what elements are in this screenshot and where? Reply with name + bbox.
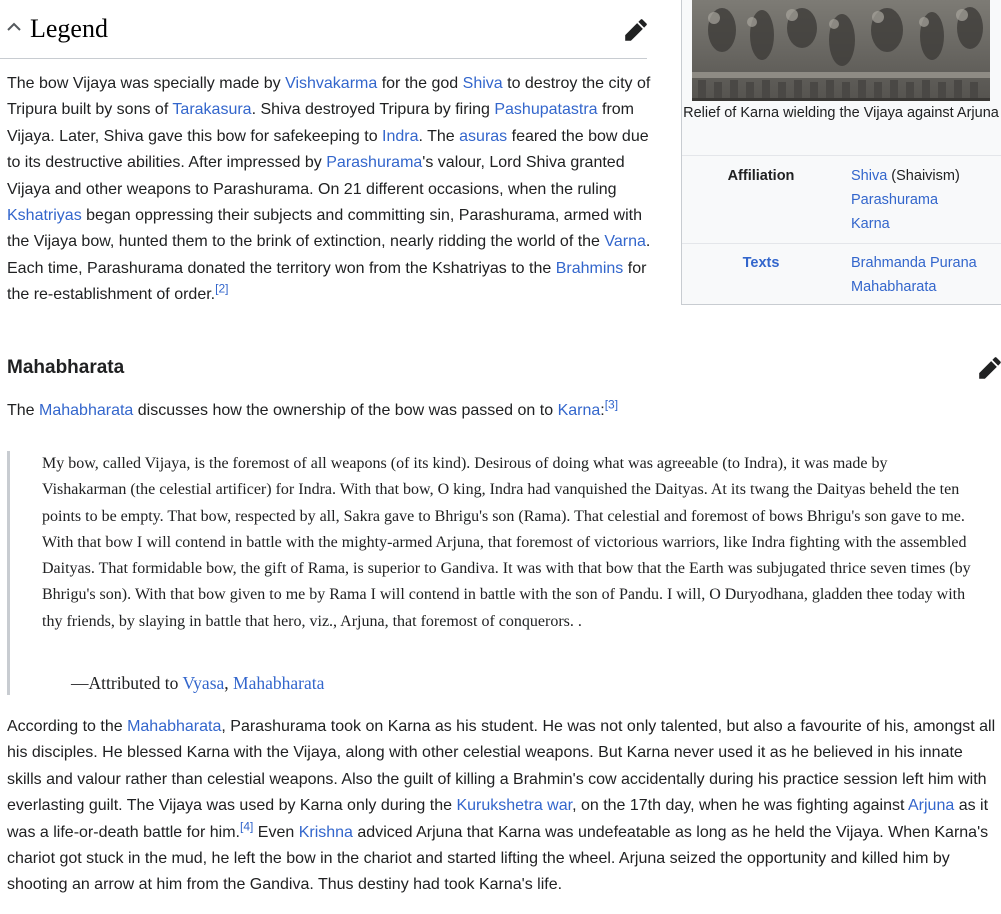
infobox-label-affiliation: Affiliation	[727, 168, 795, 184]
text-run: . Shiva destroyed Tripura by firing	[251, 101, 495, 119]
relief-image[interactable]	[692, 0, 990, 101]
citation-ref[interactable]: [2]	[215, 281, 229, 296]
text-run: , Parashurama took on Karna as his student. He was not only talented, but also a favourite of his, amongst all his disciples. He blessed Karna with the Vijaya, along with other celestial weapons. But Karna never used it as he believed in his innate skills and valour rather than celestial weapons. Also the guilt of killing a Brahmin's cow accidentally during his practice session left him with everlasting guilt. The Vijaya was used by Karna only during the	[7, 718, 996, 815]
link-vyasa[interactable]: Vyasa	[182, 673, 225, 693]
link-indra[interactable]: Indra	[382, 127, 419, 145]
text-run: . Each time, Parashurama donated the territory won from the Kshatriyas to the	[7, 233, 651, 277]
link-kshatriyas[interactable]: Kshatriyas	[7, 207, 82, 225]
infobox-text-shaivism: (Shaivism)	[887, 168, 960, 184]
blockquote	[7, 451, 997, 695]
citation-ref[interactable]: [3]	[604, 397, 619, 412]
infobox-link-parashurama[interactable]: Parashurama	[851, 192, 939, 208]
chevron-up-icon[interactable]	[6, 19, 22, 35]
infobox-link-shiva[interactable]: Shiva	[851, 168, 888, 184]
text-run: as it was a life-or-death battle for him.	[7, 797, 989, 841]
pencil-icon[interactable]	[624, 18, 648, 42]
link-tarakasura[interactable]: Tarakasura	[172, 101, 252, 119]
link-karna[interactable]: Karna	[557, 402, 601, 419]
text-run: :	[600, 402, 605, 419]
text-run: for the re-establishment of order.	[7, 259, 647, 304]
text-run: —Attributed to	[71, 673, 183, 693]
image-caption: Relief of Karna wielding the Vijaya against Arjuna	[683, 105, 999, 121]
text-run: 's valour, Lord Shiva granted Vijaya and other weapons to Parashurama. On 21 different occasions, when the ruling	[7, 154, 625, 198]
text-run: . The	[418, 127, 460, 145]
infobox-link-mahabharata[interactable]: Mahabharata	[851, 279, 937, 295]
link-mahabharata[interactable]: Mahabharata	[39, 402, 134, 419]
quote-attribution	[71, 671, 324, 695]
link-arjuna[interactable]: Arjuna	[908, 797, 955, 815]
link-mahabharata[interactable]: Mahabharata	[127, 718, 222, 735]
infobox	[681, 0, 1001, 305]
section-heading-mahabharata: Mahabharata	[7, 357, 125, 378]
section-title-legend: Legend	[30, 14, 108, 43]
text-run: According to the	[7, 718, 128, 735]
infobox-values-affiliation	[851, 164, 1001, 236]
infobox-link-karna[interactable]: Karna	[851, 216, 890, 232]
link-brahmins[interactable]: Brahmins	[555, 259, 624, 277]
text-run: feared the bow due to its destructive abilities. After impressed by	[7, 127, 649, 172]
infobox-divider	[682, 155, 1001, 156]
link-krishna[interactable]: Krishna	[298, 823, 353, 841]
text-run: The bow Vijaya was specially made by	[7, 75, 286, 92]
text-run: adviced Arjuna that Karna was undefeatable as long as he held the Vijaya. When Karna's chariot got stuck in the mud, he left the bow in the chariot and started lifting the wheel. Arjuna seized the opportunity and killed him by shooting an arrow at him from the Gandiva. Thus destiny had took Karna's life.	[7, 823, 989, 894]
text-run: , on the 17th day, when he was fighting against	[572, 797, 908, 815]
link-mahabharata-attribution[interactable]: Mahabharata	[233, 673, 325, 693]
link-parashurama[interactable]: Parashurama	[326, 154, 423, 172]
text-run: to destroy the city of Tripura built by sons of	[7, 75, 651, 119]
infobox-label-texts[interactable]: Texts	[742, 255, 780, 271]
pencil-icon[interactable]	[978, 356, 1001, 380]
link-shiva[interactable]: Shiva	[462, 75, 503, 92]
legend-paragraph	[7, 71, 657, 309]
link-vishvakarma[interactable]: Vishvakarma	[285, 75, 378, 92]
citation-ref[interactable]: [4]	[240, 819, 254, 834]
link-pashupatastra[interactable]: Pashupatastra	[494, 101, 598, 119]
infobox-divider	[682, 243, 1001, 244]
infobox-link-brahmanda-purana[interactable]: Brahmanda Purana	[851, 255, 977, 271]
link-asuras[interactable]: asuras	[459, 127, 508, 145]
text-run: began oppressing their subjects and committing sin, Parashurama, armed with the Vijaya bow, hunted them to the brink of extinction, nearly ridding the world of the	[7, 207, 642, 251]
text-run: from Vijaya. Later, Shiva gave this bow for safekeeping to	[7, 101, 634, 145]
text-run: discusses how the ownership of the bow was passed on to	[133, 402, 558, 419]
mahabharata-intro	[7, 398, 997, 424]
text-run: Even	[253, 823, 299, 841]
text-run: ,	[224, 673, 234, 693]
text-run: for the god	[377, 75, 463, 92]
link-kurukshetra-war[interactable]: Kurukshetra war	[456, 797, 573, 815]
text-run: The	[7, 402, 40, 419]
quote-text: My bow, called Vijaya, is the foremost of all weapons (of its kind). Desirous of doing what was agreeable (to Indra), it was made by Vishakarman (the celestial artificer) for Indra. With that bow, O king, Indra had vanquished the Daityas. At its twang the Daityas beheld the ten points to be empty. That bow, respected by all, Sakra gave to Bhrigu's son (Rama). That celestial and foremost of bows Bhrigu's son gave to me. With that bow I will contend in battle with the mighty-armed Arjuna, that foremost of victorious warriors, like Indra fighting with the assembled Daityas. That formidable bow, the gift of Rama, is superior to Gandiva. It was with that bow that the Earth was subjugated thrice seven times (by Bhrigu's son). With that bow given to me by Rama I will contend in battle with the son of Pandu. I will, O Duryodhana, gladden thee today with thy friends, by slaying in battle that hero, viz., Arjuna, that foremost of conquerors. .	[42, 455, 971, 630]
link-varna[interactable]: Varna	[604, 233, 646, 251]
mahabharata-paragraph	[7, 714, 1001, 899]
legend-section-header[interactable]	[0, 0, 647, 59]
infobox-values-texts	[851, 251, 1001, 299]
